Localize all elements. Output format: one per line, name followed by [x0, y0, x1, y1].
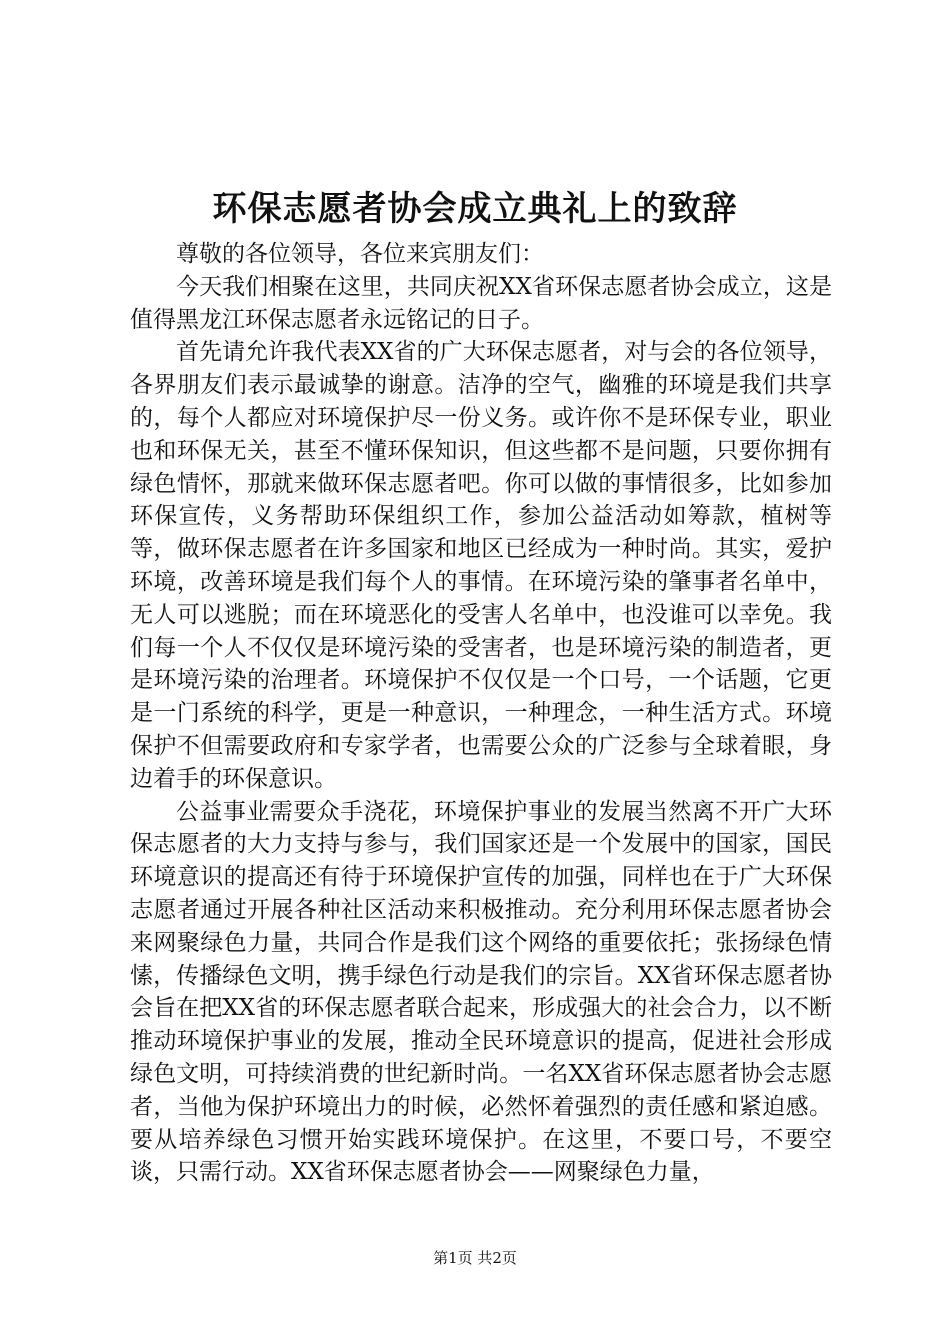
paragraph-opening: 今天我们相聚在这里，共同庆祝XX省环保志愿者协会成立，这是值得黑龙江环保志愿者永远铭记的日子。	[130, 273, 832, 333]
document-title: 环保志愿者协会成立典礼上的致辞	[212, 189, 738, 229]
page-number-footer: 第1页 共2页	[433, 1249, 517, 1267]
paragraph-mission: 公益事业需要众手浇花，环境保护事业的发展当然离不开广大环保志愿者的大力支持与参与，我们国家还是一个发展中的国家，国民环境意识的提高还有待于环境保护宣传的加强，同样也在于广大环保志愿者通过开展各种社区活动来积极推动。充分利用环保志愿者协会来网聚绿色力量，共同合作是我们这个网络的重要依托；张扬绿色情愫，传播绿色文明，携手绿色行动是我们的宗旨。XX省环保志愿者协会旨在把XX省的环保志愿者联合起来，形成强大的社会合力，以不断推动环境保护事业的发展，推动全民环境意识的提高，促进社会形成绿色文明，可持续消费的世纪新时尚。一名XX省环保志愿者协会志愿者，当他为保护环境出力的时候，必然怀着强烈的责任感和紧迫感。要从培养绿色习惯开始实践环境保护。在这里，不要口号，不要空谈，只需行动。XX省环保志愿者协会——网聚绿色力量，	[130, 798, 832, 1186]
paragraph-greeting: 尊敬的各位领导，各位来宾朋友们：	[176, 241, 544, 267]
document-body	[130, 238, 832, 1189]
paragraph-thanks: 首先请允许我代表XX省的广大环保志愿者，对与会的各位领导，各界朋友们表示最诚挚的谢意。洁净的空气，幽雅的环境是我们共享的，每个人都应对环境保护尽一份义务。或许你不是环保专业，职业也和环保无关，甚至不懂环保知识，但这些都不是问题，只要你拥有绿色情怀，那就来做环保志愿者吧。你可以做的事情很多，比如参加环保宣传，义务帮助环保组织工作，参加公益活动如筹款，植树等等，做环保志愿者在许多国家和地区已经成为一种时尚。其实，爱护环境，改善环境是我们每个人的事情。在环境污染的肇事者名单中，无人可以逃脱；而在环境恶化的受害人名单中，也没谁可以幸免。我们每一个人不仅仅是环境污染的受害者，也是环境污染的制造者，更是环境污染的治理者。环境保护不仅仅是一个口号，一个话题，它更是一门系统的科学，更是一种意识，一种理念，一种生活方式。环境保护不但需要政府和专家学者，也需要公众的广泛参与全球着眼，身边着手的环保意识。	[130, 339, 832, 792]
